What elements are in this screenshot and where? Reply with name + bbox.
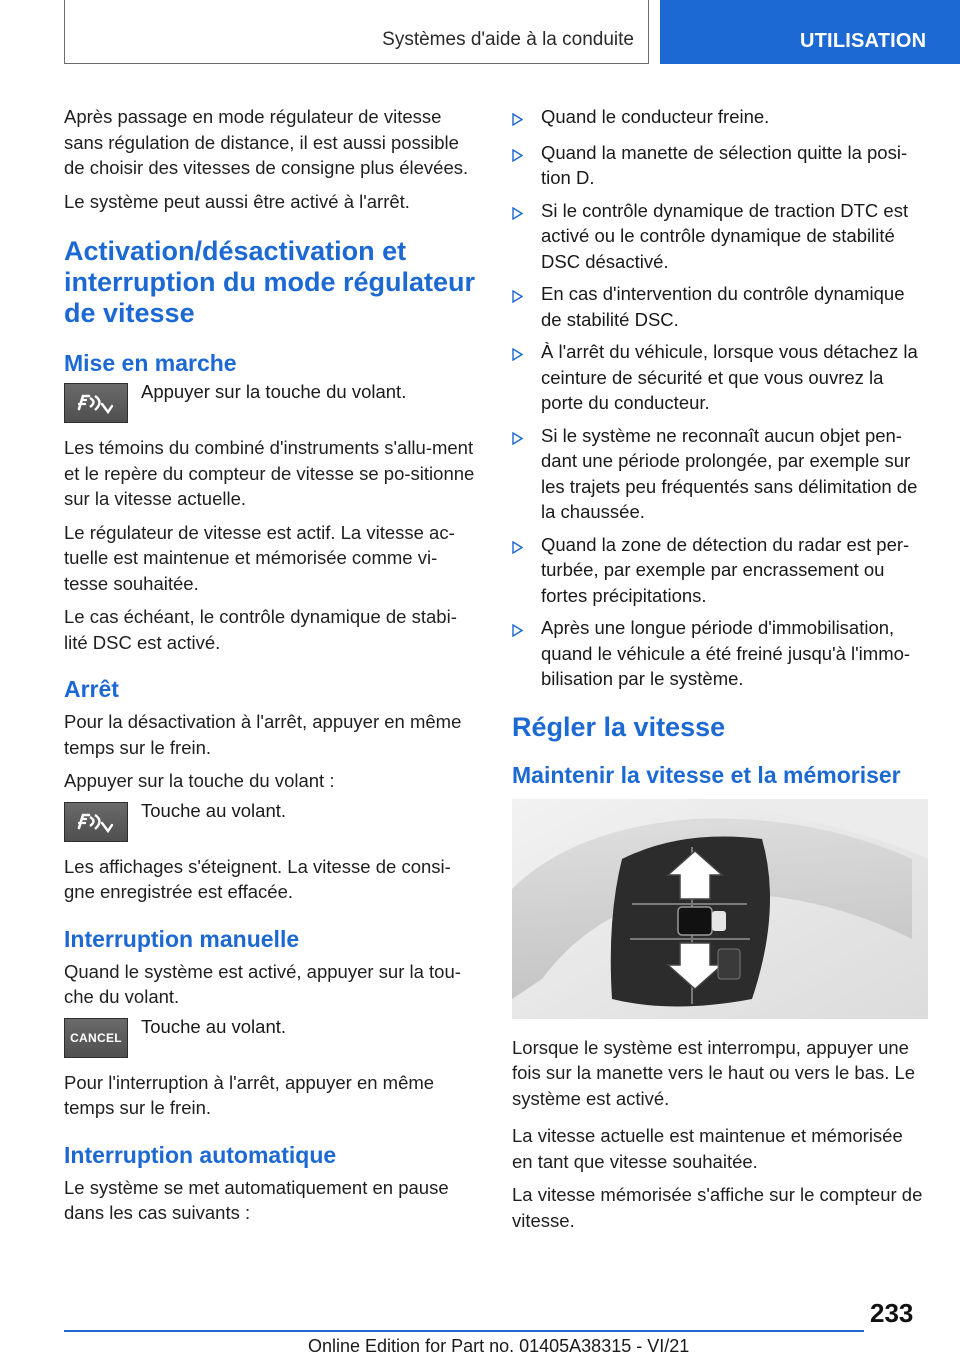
list-item [512,339,928,416]
header-chapter-title: UTILISATION [800,30,927,52]
list-item-text: Si le contrôle dynamique de traction DTC est activé ou le contrôle dynamique de stabilité DSC désactivé. [541,199,909,272]
bullet-triangle-icon [512,423,541,525]
bullet-triangle-icon [512,532,541,609]
header-section-tab [64,0,649,64]
cruise-control-key-icon [64,383,128,423]
list-item [512,532,928,609]
intro-paragraph-1: Après passage en mode régulateur de vitesse sans régulation de distance, il est aussi possible de choisir des vitesses de consigne plus élevées. [64,106,469,178]
arret-paragraph-1: Pour la désactivation à l'arrêt, appuyer en même temps sur le frein. [64,711,462,758]
cancel-key-icon [64,1018,128,1058]
list-item [512,198,928,275]
arret-icon-caption: Touche au volant. [141,799,287,821]
list-item [512,615,928,692]
list-item-text: Quand la manette de sélection quitte la posi‐tion D. [541,141,908,188]
arret-paragraph-3: Les affichages s'éteignent. La vitesse de consi‐gne enregistrée est effacée. [64,855,451,902]
bullet-triangle-icon [512,104,541,133]
subheading-maintenir: Maintenir la vitesse et la mémoriser [512,761,901,788]
maintenir-paragraph-3: La vitesse mémorisée s'affiche sur le compteur de vitesse. [512,1184,923,1231]
list-item [512,104,928,133]
section-heading-regler: Régler la vitesse [512,711,726,742]
list-item-text: Si le système ne reconnaît aucun objet pen‐dant une période prolongée, par exemple sur les trajets peu fréquentés sans délimitation de la chaussée. [541,424,918,522]
bullet-triangle-icon [512,339,541,416]
footer-edition-text: Online Edition for Part no. 01405A38315 - VI/21 [308,1336,690,1356]
maintenir-paragraph-2: La vitesse actuelle est maintenue et mémorisée en tant que vitesse souhaitée. [512,1125,903,1172]
header-chapter-tab [660,0,960,64]
maintenir-paragraph-1: Lorsque le système est interrompu, appuyer une fois sur la manette vers le haut ou vers le bas. Le système est activé. [512,1036,916,1109]
left-column [64,104,480,1234]
mise-paragraph-1: Les témoins du combiné d'instruments s'allu‐ment et le repère du compteur de vitesse se po‐sitionne sur la vitesse actuelle. [64,437,475,509]
intro-paragraph-2: Le système peut aussi être activé à l'arrêt. [64,190,410,212]
steering-wheel-illustration [512,799,928,1019]
mise-paragraph-3: Le cas échéant, le contrôle dynamique de stabi‐lité DSC est activé. [64,606,457,653]
list-item-text: À l'arrêt du véhicule, lorsque vous détachez la ceinture de sécurité et que vous ouvrez la porte du conducteur. [541,341,918,413]
footer-divider [64,1330,864,1332]
manuelle-paragraph-1: Quand le système est activé, appuyer sur la tou‐che du volant. [64,960,461,1007]
cancel-key-label: CANCEL [70,1030,122,1045]
list-item-text: En cas d'intervention du contrôle dynamique de stabilité DSC. [541,283,905,330]
list-item-text: Quand la zone de détection du radar est per‐turbée, par exemple par encrassement ou fortes précipitations. [541,533,910,606]
list-item [512,140,928,191]
bullet-triangle-icon [512,140,541,191]
bullet-triangle-icon [512,198,541,275]
subheading-mise-en-marche: Mise en marche [64,350,237,376]
manuelle-icon-row [64,1015,480,1058]
list-item-text: Après une longue période d'immobilisation, quand le véhicule a été freiné jusqu'à l'immo‐bilisation par le système. [541,617,911,689]
subheading-interruption-manuelle: Interruption manuelle [64,925,300,952]
manuelle-icon-caption: Touche au volant. [141,1015,287,1037]
manuelle-paragraph-2: Pour l'interruption à l'arrêt, appuyer en même temps sur le frein. [64,1071,435,1118]
mise-paragraph-2: Le régulateur de vitesse est actif. La vitesse ac‐tuelle est maintenue et mémorisée comme vi‐tesse souhaitée. [64,521,455,594]
mise-icon-caption: Appuyer sur la touche du volant. [141,381,407,402]
list-item [512,281,928,332]
arret-icon-row [64,799,480,842]
list-item-text: Quand le conducteur freine. [541,106,770,127]
list-item [512,423,928,525]
arret-paragraph-2: Appuyer sur la touche du volant : [64,770,335,791]
mise-icon-row [64,383,480,423]
header-section-title: Systèmes d'aide à la conduite [382,29,634,50]
page-number: 233 [870,1298,914,1328]
bullet-triangle-icon [512,281,541,332]
subheading-arret: Arrêt [64,676,119,702]
auto-interruption-list [512,104,928,692]
right-column [512,104,928,1241]
section-heading-activation: Activation/désactivation et interruption du mode régulateur de vitesse [64,236,476,328]
cruise-control-key-icon [64,802,128,842]
bullet-triangle-icon [512,615,541,692]
subheading-interruption-automatique: Interruption automatique [64,1141,337,1168]
auto-paragraph-1: Le système se met automatiquement en pause dans les cas suivants : [64,1176,449,1223]
